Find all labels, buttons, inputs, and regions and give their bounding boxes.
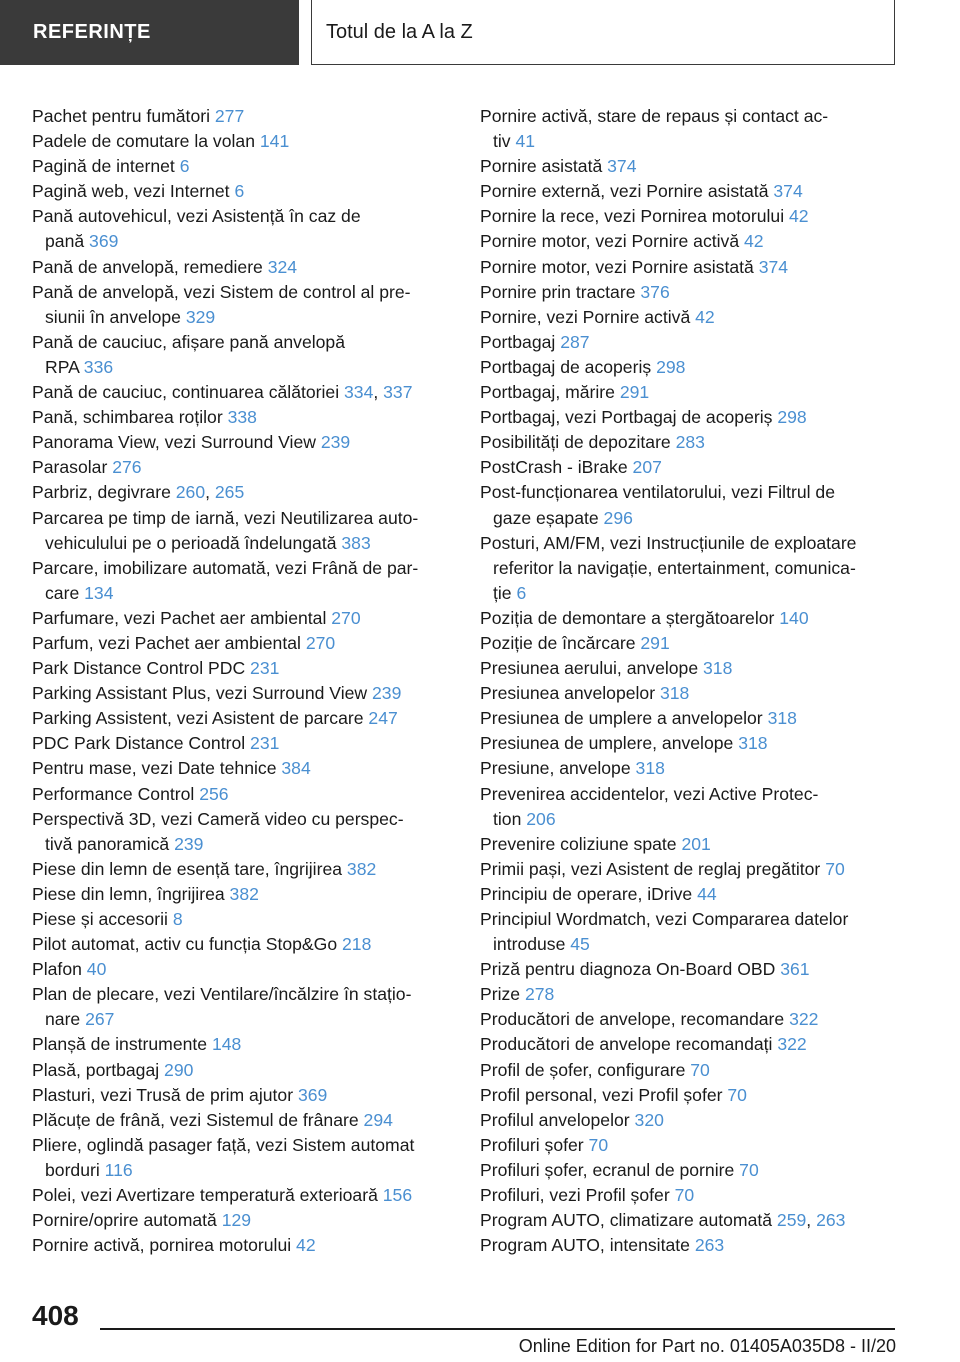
index-entry-text: Pană de cauciuc, continuarea călătoriei xyxy=(32,382,344,403)
index-entry-text: Pilot automat, activ cu funcția Stop&Go xyxy=(32,934,343,955)
index-entry: Program AUTO, climatizare automată 259, 263 xyxy=(480,1210,846,1231)
index-entry xyxy=(480,681,900,706)
index-entry xyxy=(480,455,900,480)
index-entry-text: siunii în anvelope xyxy=(45,306,186,327)
index-entry-text: Prize xyxy=(480,984,525,1005)
page-reference-link[interactable]: 298 xyxy=(777,407,807,428)
index-entry-text: Posturi, AM/FM, vezi Instrucțiunile de exploatare xyxy=(480,532,857,553)
index-entry-text: Plasă, portbagaj xyxy=(32,1059,165,1080)
page-reference-link[interactable]: 70 xyxy=(739,1159,759,1180)
index-entry xyxy=(480,280,900,305)
index-entry-text: Parking Assistent, vezi Asistent de parcare xyxy=(32,708,369,729)
index-entry xyxy=(480,330,900,355)
index-entry xyxy=(480,706,900,731)
page-reference-link[interactable]: 45 xyxy=(570,934,590,955)
page-reference-link[interactable]: 382 xyxy=(346,858,377,879)
index-entry-text: Priză pentru diagnoza On-Board OBD xyxy=(480,959,781,980)
page-reference-link[interactable]: 291 xyxy=(619,382,650,403)
index-entry-text: nare xyxy=(45,1009,86,1030)
page-reference-link[interactable]: 324 xyxy=(267,256,298,277)
index-entry xyxy=(32,1133,462,1183)
page-reference-link[interactable]: 42 xyxy=(695,306,715,327)
index-entry xyxy=(480,606,900,631)
page-reference-link[interactable]: 70 xyxy=(690,1059,710,1080)
index-entry-text: Presiunea de umplere, anvelope xyxy=(480,733,739,754)
page-reference-link[interactable]: 239 xyxy=(174,833,204,854)
index-entry xyxy=(32,204,462,254)
index-entry-text: care xyxy=(45,582,85,603)
page-reference-link[interactable]: 70 xyxy=(825,858,845,879)
page-reference-link[interactable]: 134 xyxy=(84,582,114,603)
index-entry xyxy=(32,430,462,455)
index-entry xyxy=(32,506,462,556)
index-entry xyxy=(480,1133,900,1158)
page-reference-link[interactable]: 287 xyxy=(560,331,590,352)
index-entry-text: referitor la navigație, entertainment, comunica- xyxy=(493,557,856,578)
index-entry xyxy=(32,179,462,204)
page-reference-link[interactable]: 329 xyxy=(185,306,216,327)
index-entry-text: RPA xyxy=(45,356,84,377)
page-reference-link[interactable]: 322 xyxy=(777,1034,807,1055)
index-entry-text: Portbagaj xyxy=(480,331,561,352)
index-entry-text: Portbagaj, vezi Portbagaj de acoperiș xyxy=(480,407,778,428)
page-reference-link[interactable]: 231 xyxy=(250,733,280,754)
index-entry xyxy=(480,1007,900,1032)
index-entry-text: Prevenirea accidentelor, vezi Active Protec- xyxy=(480,783,819,804)
index-entry xyxy=(32,280,462,330)
index-entry xyxy=(480,430,900,455)
page-reference-link[interactable]: 336 xyxy=(83,356,114,377)
page-reference-link[interactable]: 374 xyxy=(773,181,803,202)
index-entry-text: Poziția de demontare a ștergătoarelor xyxy=(480,607,780,628)
footer-edition: Online Edition for Part no. 01405A035D8 - II/20 xyxy=(518,1336,896,1356)
index-entry-text: Panorama View, vezi Surround View xyxy=(32,432,321,453)
page-reference-link[interactable]: 270 xyxy=(331,607,361,628)
index-entry-text: Profilul anvelopelor xyxy=(480,1109,635,1130)
index-entry xyxy=(480,255,900,280)
page-reference-link[interactable]: 374 xyxy=(758,256,789,277)
index-entry xyxy=(480,104,900,154)
page-reference-link[interactable]: 239 xyxy=(320,432,351,453)
index-entry xyxy=(32,681,462,706)
index-entry xyxy=(32,957,462,982)
page-reference-link[interactable]: 44 xyxy=(697,883,717,904)
index-entry-text: Profiluri șofer, ecranul de pornire xyxy=(480,1159,740,1180)
index-entry-text: Pornire/oprire automată xyxy=(32,1210,222,1231)
index-entry-text: Pliere, oglindă pasager față, vezi Sistem automat xyxy=(32,1134,415,1155)
index-entry-text: Pornire activă, pornirea motorului xyxy=(32,1235,297,1256)
index-entry-text: gaze eșapate xyxy=(493,507,604,528)
page-reference-link[interactable]: 270 xyxy=(305,632,336,653)
index-entry-text: Pornire externă, vezi Pornire asistată xyxy=(480,181,774,202)
section-tab xyxy=(0,0,299,65)
page-reference-link[interactable]: 322 xyxy=(789,1009,819,1030)
page-reference-link[interactable]: 116 xyxy=(104,1159,133,1180)
index-entry-text: Plan de plecare, vezi Ventilare/încălzire în stațio- xyxy=(32,984,412,1005)
index-entry-text: Profiluri, vezi Profil șofer xyxy=(480,1185,675,1206)
index-entry-text: Portbagaj, mărire xyxy=(480,382,620,403)
index-entry xyxy=(32,932,462,957)
index-entry-text: Pornire la rece, vezi Pornirea motorului xyxy=(480,206,789,227)
page-reference-link[interactable]: 256 xyxy=(199,783,229,804)
page-reference-link[interactable]: 239 xyxy=(372,683,402,704)
page-reference-link[interactable]: 42 xyxy=(744,231,764,252)
page-reference-link[interactable]: 294 xyxy=(363,1109,393,1130)
page-reference-link[interactable]: 141 xyxy=(259,131,290,152)
page-reference-link[interactable]: 42 xyxy=(296,1235,316,1256)
index-entry xyxy=(480,782,900,832)
page-reference-link[interactable]: 263 xyxy=(694,1235,725,1256)
index-entry xyxy=(32,1208,462,1233)
index-entry xyxy=(480,832,900,857)
index-column-left xyxy=(32,104,462,1258)
index-entry xyxy=(32,731,462,756)
page-reference-link[interactable]: 382 xyxy=(229,883,259,904)
page-reference-link[interactable]: 383 xyxy=(341,532,371,553)
index-entry-text: Pană, schimbarea roților xyxy=(32,407,228,428)
index-entry xyxy=(32,255,462,280)
page-reference-link[interactable]: 283 xyxy=(675,432,705,453)
page-reference-link[interactable]: 207 xyxy=(632,457,662,478)
page-reference-link[interactable]: 361 xyxy=(780,959,810,980)
index-entry xyxy=(480,656,900,681)
section-label: REFERINȚE xyxy=(33,21,151,43)
index-entry-text: Plafon xyxy=(32,959,87,980)
index-entry-text: Planșă de instrumente xyxy=(32,1034,212,1055)
index-entry-text: borduri xyxy=(45,1159,105,1180)
footer-divider xyxy=(100,1328,895,1330)
page-reference-link[interactable]: 6 xyxy=(234,181,245,202)
index-entry-text: Post-funcționarea ventilatorului, vezi Filtrul de xyxy=(480,482,835,503)
index-entry-text: Pentru mase, vezi Date tehnice xyxy=(32,758,282,779)
index-entry-text: Pornire motor, vezi Pornire activă xyxy=(480,231,745,252)
index-entry-text: Pană de anvelopă, vezi Sistem de control al pre- xyxy=(32,281,411,302)
index-entry xyxy=(480,756,900,781)
index-entry-text: Pană de anvelopă, remediere xyxy=(32,256,268,277)
index-entry-text: tion xyxy=(493,808,527,829)
index-entry xyxy=(32,631,462,656)
page-reference-link[interactable]: 276 xyxy=(112,457,142,478)
index-entry xyxy=(480,982,900,1007)
index-entry-text: Pagină web, vezi Internet xyxy=(32,181,235,202)
page-reference-link[interactable]: 259 xyxy=(776,1210,807,1231)
page-reference-link[interactable]: 384 xyxy=(281,758,311,779)
index-entry xyxy=(480,1233,900,1258)
index-entry xyxy=(480,204,900,229)
index-entry xyxy=(32,656,462,681)
page-reference-link[interactable]: 369 xyxy=(297,1084,328,1105)
index-entry xyxy=(32,782,462,807)
index-entry-text: Pană autovehicul, vezi Asistență în caz de xyxy=(32,206,361,227)
index-entry-text: Principiu de operare, iDrive xyxy=(480,883,698,904)
index-entry-text: Portbagaj de acoperiș xyxy=(480,356,657,377)
index-entry-text: Presiunea de umplere a anvelopelor xyxy=(480,708,768,729)
index-column-right xyxy=(480,104,900,1258)
page-reference-link[interactable]: 148 xyxy=(211,1034,242,1055)
index-entry xyxy=(480,1183,900,1208)
index-entry xyxy=(480,305,900,330)
index-entry xyxy=(32,1108,462,1133)
page-reference-link[interactable]: 267 xyxy=(85,1009,115,1030)
index-entry xyxy=(32,907,462,932)
index-entry xyxy=(32,455,462,480)
index-entry xyxy=(32,154,462,179)
index-entry-text: Plasturi, vezi Trusă de prim ajutor xyxy=(32,1084,298,1105)
page-reference-link[interactable]: 140 xyxy=(779,607,809,628)
index-entry-text: ție xyxy=(493,582,517,603)
index-entry-text: Presiunea aerului, anvelope xyxy=(480,658,704,679)
page-reference-link[interactable]: 318 xyxy=(635,758,665,779)
page-reference-link[interactable]: 337 xyxy=(383,382,413,403)
index-entry-text: Pagină de internet xyxy=(32,156,180,177)
index-entry-text: Piese și accesorii xyxy=(32,909,173,929)
page-reference-link[interactable]: 320 xyxy=(634,1109,664,1130)
page-reference-link[interactable]: 6 xyxy=(516,582,527,603)
page-reference-link[interactable]: 42 xyxy=(789,206,809,227)
index-entry-text: Parcare, imobilizare automată, vezi Frână de par- xyxy=(32,557,419,578)
page-reference-link[interactable]: 369 xyxy=(89,231,119,252)
index-entry xyxy=(480,531,900,606)
index-entry xyxy=(480,355,900,380)
page-reference-link[interactable]: 338 xyxy=(227,407,257,428)
index-entry-text: Padele de comutare la volan xyxy=(32,131,260,152)
page-reference-link[interactable]: 206 xyxy=(526,808,556,829)
index-entry xyxy=(32,706,462,731)
index-entry xyxy=(480,405,900,430)
index-entry xyxy=(32,1058,462,1083)
index-entry-text: Poziție de încărcare xyxy=(480,632,641,653)
index-entry xyxy=(480,229,900,254)
index-entry xyxy=(480,631,900,656)
page-reference-link[interactable]: 318 xyxy=(659,683,690,704)
page-reference-link[interactable]: 374 xyxy=(607,156,637,177)
index-entry-text: Pornire prin tractare xyxy=(480,281,641,302)
index-entry xyxy=(32,857,462,882)
index-entry xyxy=(32,1183,462,1208)
page-reference-link[interactable]: 278 xyxy=(524,984,555,1005)
page-reference-link[interactable]: 277 xyxy=(214,106,245,126)
page-reference-link[interactable]: 265 xyxy=(214,482,245,503)
index-entry-text: Producători de anvelope recomandați xyxy=(480,1034,778,1055)
index-entry-text: Park Distance Control PDC xyxy=(32,658,251,679)
index-entry-text: Parking Assistant Plus, vezi Surround View xyxy=(32,683,372,704)
index-entry-text: Program AUTO, climatizare automată xyxy=(480,1210,777,1231)
index-entry xyxy=(480,1108,900,1133)
page-reference-link[interactable]: 260 xyxy=(175,482,206,503)
index-entry-text: Parfum, vezi Pachet aer ambiental xyxy=(32,632,306,653)
page-reference-link[interactable]: 8 xyxy=(172,909,183,929)
index-entry-text: Profil de șofer, configurare xyxy=(480,1059,691,1080)
index-entry-text: introduse xyxy=(493,934,571,955)
index-entry xyxy=(480,731,900,756)
index-entry xyxy=(32,756,462,781)
page-reference-link[interactable]: 201 xyxy=(681,833,711,854)
index-entry-text: Pornire, vezi Pornire activă xyxy=(480,306,696,327)
index-entry xyxy=(32,129,462,154)
page-reference-link[interactable]: 334 xyxy=(344,382,374,403)
chapter-header xyxy=(311,0,895,65)
index-entry xyxy=(480,1083,900,1108)
index-entry xyxy=(32,982,462,1032)
page-reference-link[interactable]: 70 xyxy=(727,1084,747,1105)
page-reference-link[interactable]: 296 xyxy=(603,507,633,528)
index-entry-text: Parbriz, degivrare xyxy=(32,482,176,503)
index-entry-text: Presiunea anvelopelor xyxy=(480,683,660,704)
index-entry xyxy=(480,1032,900,1057)
index-entry xyxy=(480,1158,900,1183)
page-reference-link[interactable]: 291 xyxy=(640,632,670,653)
index-entry-text: Profil personal, vezi Profil șofer xyxy=(480,1084,728,1105)
page-number: 408 xyxy=(32,1300,79,1331)
page-reference-link[interactable]: 41 xyxy=(515,131,536,152)
index-entry-text: Piese din lemn de esență tare, îngrijirea xyxy=(32,858,347,879)
index-entry-text: Polei, vezi Avertizare temperatură exterioară xyxy=(32,1185,383,1206)
index-entry xyxy=(32,405,462,430)
index-entry xyxy=(32,807,462,857)
index-entry-text: Parasolar xyxy=(32,457,113,478)
index-entry xyxy=(32,1083,462,1108)
index-entry-text: vehiculului pe o perioadă îndelungată xyxy=(45,532,342,553)
index-entry-text: tivă panoramică xyxy=(45,833,175,854)
index-entry-text: Producători de anvelope, recomandare xyxy=(480,1009,790,1030)
index-entry-text: Performance Control xyxy=(32,783,200,804)
index-entry-text: Perspectivă 3D, vezi Cameră video cu perspec- xyxy=(32,808,404,829)
page-reference-link[interactable]: 231 xyxy=(250,658,280,679)
index-entry-text: Parcarea pe timp de iarnă, vezi Neutilizarea auto- xyxy=(32,507,419,528)
index-entry xyxy=(480,957,900,982)
index-entry-text: Principiul Wordmatch, vezi Compararea datelor xyxy=(480,909,849,929)
page-reference-link[interactable]: 218 xyxy=(342,934,372,955)
index-entry xyxy=(480,882,900,907)
index-entry-text: PDC Park Distance Control xyxy=(32,733,251,754)
index-entry-text: Pană de cauciuc, afișare pană anvelopă xyxy=(32,331,346,352)
page-reference-link[interactable]: 318 xyxy=(703,658,733,679)
index-entry xyxy=(32,330,462,380)
index-entry xyxy=(480,1058,900,1083)
chapter-title: Totul de la A la Z xyxy=(326,20,473,43)
index-entry-text: pană xyxy=(45,231,90,252)
page-reference-link[interactable]: 318 xyxy=(738,733,768,754)
index-entry xyxy=(32,1032,462,1057)
page-reference-link[interactable]: 156 xyxy=(382,1185,413,1206)
index-entry-text: tiv xyxy=(493,131,516,152)
index-entry xyxy=(480,857,900,882)
page-reference-link[interactable]: 290 xyxy=(164,1059,194,1080)
page-reference-link[interactable]: 376 xyxy=(640,281,670,302)
index-entry-text: Primii pași, vezi Asistent de reglaj pregătitor xyxy=(480,858,826,879)
index-entry xyxy=(480,480,900,530)
index-entry-text: Plăcuțe de frână, vezi Sistemul de frânare xyxy=(32,1109,364,1130)
index-entry xyxy=(480,380,900,405)
index-entry: Parbriz, degivrare 260, 265 xyxy=(32,482,245,503)
page-reference-link[interactable]: 263 xyxy=(816,1210,846,1231)
index-entry xyxy=(32,104,462,129)
index-entry xyxy=(32,1233,462,1258)
page-reference-link[interactable]: 70 xyxy=(588,1134,609,1155)
index-entry xyxy=(480,907,900,957)
page-reference-link[interactable]: 318 xyxy=(767,708,797,729)
index-entry xyxy=(480,179,900,204)
index-entry xyxy=(32,882,462,907)
index-entry xyxy=(32,556,462,606)
index-entry-text: Posibilități de depozitare xyxy=(480,432,676,453)
page-reference-link[interactable]: 40 xyxy=(86,959,107,980)
index-entry-text: Presiune, anvelope xyxy=(480,758,636,779)
page-reference-link[interactable]: 6 xyxy=(179,156,190,177)
page-reference-link[interactable]: 247 xyxy=(368,708,398,729)
index-entry: Pană de cauciuc, continuarea călătoriei 334, 337 xyxy=(32,382,413,403)
index-entry-text: Parfumare, vezi Pachet aer ambiental xyxy=(32,607,332,628)
index-entry-text: PostCrash - iBrake xyxy=(480,457,633,478)
index-entry-text: Pornire motor, vezi Pornire asistată xyxy=(480,256,759,277)
index-entry xyxy=(480,154,900,179)
index-entry-text: Profiluri șofer xyxy=(480,1134,589,1155)
index-entry-text: Pornire asistată xyxy=(480,156,608,177)
index-entry-text: Prevenire coliziune spate xyxy=(480,833,682,854)
index-entry-text: Pornire activă, stare de repaus și contact ac- xyxy=(480,106,829,126)
index-entry-text: Piese din lemn, îngrijirea xyxy=(32,883,230,904)
page-reference-link[interactable]: 129 xyxy=(221,1210,252,1231)
index-entry xyxy=(32,606,462,631)
index-entry-text: Pachet pentru fumători xyxy=(32,106,215,126)
page-reference-link[interactable]: 298 xyxy=(656,356,686,377)
index-entry-text: Program AUTO, intensitate xyxy=(480,1235,695,1256)
page-reference-link[interactable]: 70 xyxy=(674,1185,695,1206)
